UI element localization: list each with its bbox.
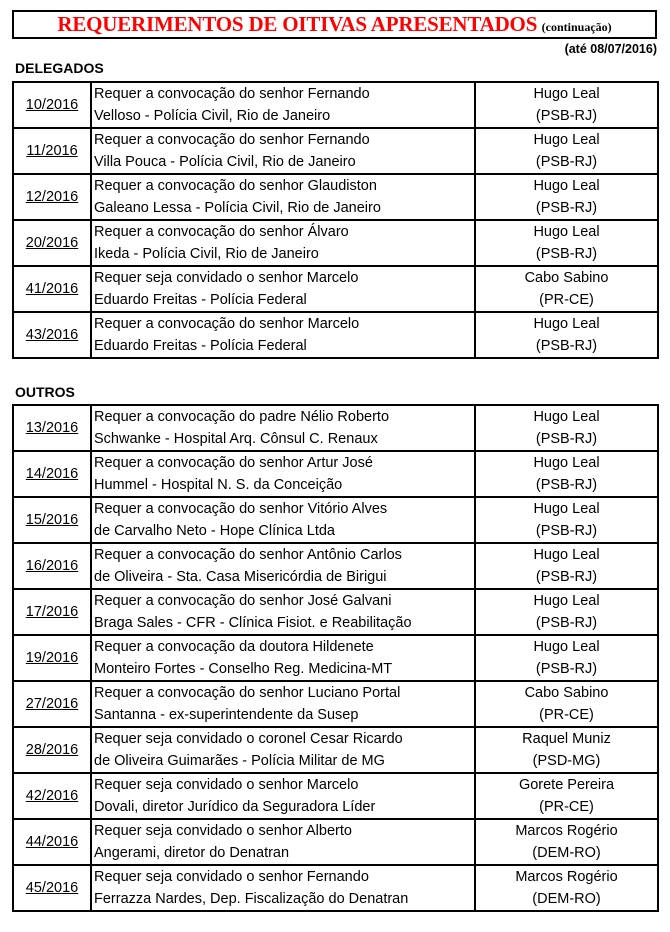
description-line: Requer a convocação do senhor Luciano Portal (94, 685, 401, 701)
author-party: (PR-CE) (539, 799, 594, 815)
description-line: de Oliveira Guimarães - Polícia Militar de MG (94, 753, 385, 769)
description-line: Monteiro Fortes - Conselho Reg. Medicina-MT (94, 661, 393, 677)
table-delegados (12, 81, 659, 359)
author-party: (PSB-RJ) (535, 200, 598, 216)
description-line: Velloso - Polícia Civil, Rio de Janeiro (94, 108, 331, 124)
description-line: Requer a convocação da doutora Hildenete (94, 639, 374, 655)
author-name: Hugo Leal (533, 316, 600, 332)
table-row (13, 312, 658, 358)
table-row (13, 635, 658, 681)
author-name: Marcos Rogério (515, 869, 618, 885)
request-description (91, 220, 475, 266)
author-name: Cabo Sabino (524, 685, 609, 701)
table-row (13, 174, 658, 220)
title-box (12, 10, 657, 39)
as-of-date: (até 08/07/2016) (564, 42, 657, 56)
description-line: Braga Sales - CFR - Clínica Fisiot. e Reabilitação (94, 615, 412, 631)
request-number-link[interactable]: 44/2016 (13, 819, 91, 865)
request-number-link[interactable]: 45/2016 (13, 865, 91, 911)
request-number-link[interactable]: 28/2016 (13, 727, 91, 773)
description-line: Requer seja convidado o senhor Marcelo (94, 270, 359, 286)
request-author (475, 312, 658, 358)
request-description (91, 635, 475, 681)
request-author (475, 266, 658, 312)
section-label-delegados: DELEGADOS (15, 60, 104, 76)
author-party: (PR-CE) (539, 707, 594, 723)
author-name: Cabo Sabino (524, 270, 609, 286)
description-line: Santanna - ex-superintendente da Susep (94, 707, 359, 723)
request-number-link[interactable]: 10/2016 (13, 82, 91, 128)
request-number-link[interactable]: 13/2016 (13, 405, 91, 451)
description-line: Galeano Lessa - Polícia Civil, Rio de Janeiro (94, 200, 381, 216)
description-line: Angerami, diretor do Denatran (94, 845, 290, 861)
request-number-link[interactable]: 42/2016 (13, 773, 91, 819)
description-line: Requer seja convidado o senhor Marcelo (94, 777, 359, 793)
author-party: (PSB-RJ) (535, 661, 598, 677)
table-row (13, 128, 658, 174)
request-number-link[interactable]: 17/2016 (13, 589, 91, 635)
request-description (91, 819, 475, 865)
request-number-link[interactable]: 16/2016 (13, 543, 91, 589)
author-name: Hugo Leal (533, 547, 600, 563)
request-description (91, 681, 475, 727)
request-author (475, 589, 658, 635)
author-party: (DEM-RO) (532, 891, 601, 907)
table-row (13, 405, 658, 451)
description-line: Requer a convocação do senhor Fernando (94, 86, 370, 102)
page-title: REQUERIMENTOS DE OITIVAS APRESENTADOS (57, 12, 538, 36)
description-line: Requer seja convidado o senhor Fernando (94, 869, 369, 885)
author-name: Hugo Leal (533, 409, 600, 425)
section-label-outros: OUTROS (15, 384, 75, 400)
table-row (13, 681, 658, 727)
author-name: Hugo Leal (533, 224, 600, 240)
request-description (91, 82, 475, 128)
request-number-link[interactable]: 41/2016 (13, 266, 91, 312)
author-party: (PSB-RJ) (535, 569, 598, 585)
description-line: Requer seja convidado o coronel Cesar Ricardo (94, 731, 403, 747)
author-name: Raquel Muniz (522, 731, 611, 747)
request-author (475, 727, 658, 773)
request-number-link[interactable]: 20/2016 (13, 220, 91, 266)
request-description (91, 543, 475, 589)
request-number-link[interactable]: 27/2016 (13, 681, 91, 727)
table-row (13, 497, 658, 543)
author-name: Gorete Pereira (518, 777, 615, 793)
request-number-link[interactable]: 14/2016 (13, 451, 91, 497)
author-party: (PSD-MG) (532, 753, 601, 769)
request-author (475, 497, 658, 543)
description-line: Villa Pouca - Polícia Civil, Rio de Janeiro (94, 154, 356, 170)
request-author (475, 451, 658, 497)
description-line: Requer seja convidado o senhor Alberto (94, 823, 352, 839)
request-author (475, 543, 658, 589)
description-line: Requer a convocação do senhor Fernando (94, 132, 370, 148)
request-author (475, 405, 658, 451)
request-author (475, 681, 658, 727)
request-description (91, 773, 475, 819)
request-author (475, 635, 658, 681)
request-author (475, 865, 658, 911)
description-line: Ferrazza Nardes, Dep. Fiscalização do Denatran (94, 891, 409, 907)
description-line: Eduardo Freitas - Polícia Federal (94, 292, 307, 308)
table-row (13, 543, 658, 589)
request-description (91, 497, 475, 543)
request-author (475, 174, 658, 220)
request-description (91, 128, 475, 174)
author-party: (PSB-RJ) (535, 154, 598, 170)
author-name: Hugo Leal (533, 455, 600, 471)
request-number-link[interactable]: 11/2016 (13, 128, 91, 174)
request-number-link[interactable]: 43/2016 (13, 312, 91, 358)
table-row (13, 451, 658, 497)
author-party: (PR-CE) (539, 292, 594, 308)
description-line: Requer a convocação do senhor Antônio Carlos (94, 547, 402, 563)
table-row (13, 220, 658, 266)
request-description (91, 266, 475, 312)
table-row (13, 819, 658, 865)
request-description (91, 727, 475, 773)
description-line: Schwanke - Hospital Arq. Cônsul C. Renaux (94, 431, 378, 447)
table-row (13, 266, 658, 312)
request-number-link[interactable]: 15/2016 (13, 497, 91, 543)
table-row (13, 773, 658, 819)
table-body (13, 405, 658, 911)
table-outros (12, 404, 659, 912)
description-line: Hummel - Hospital N. S. da Conceição (94, 477, 343, 493)
author-name: Hugo Leal (533, 132, 600, 148)
request-author (475, 82, 658, 128)
author-party: (PSB-RJ) (535, 477, 598, 493)
request-author (475, 819, 658, 865)
request-description (91, 312, 475, 358)
author-name: Hugo Leal (533, 593, 600, 609)
description-line: Requer a convocação do senhor José Galvani (94, 593, 392, 609)
description-line: Requer a convocação do senhor Vitório Alves (94, 501, 388, 517)
author-party: (PSB-RJ) (535, 338, 598, 354)
request-author (475, 220, 658, 266)
author-party: (DEM-RO) (532, 845, 601, 861)
request-author (475, 773, 658, 819)
author-party: (PSB-RJ) (535, 615, 598, 631)
description-line: Ikeda - Polícia Civil, Rio de Janeiro (94, 246, 319, 262)
description-line: Dovali, diretor Jurídico da Seguradora Líder (94, 799, 376, 815)
request-description (91, 174, 475, 220)
request-description (91, 865, 475, 911)
author-name: Hugo Leal (533, 639, 600, 655)
table-row (13, 727, 658, 773)
author-party: (PSB-RJ) (535, 108, 598, 124)
request-description (91, 589, 475, 635)
description-line: Requer a convocação do senhor Artur José (94, 455, 373, 471)
table-row (13, 589, 658, 635)
table-body (13, 82, 658, 358)
author-name: Marcos Rogério (515, 823, 618, 839)
request-number-link[interactable]: 12/2016 (13, 174, 91, 220)
author-name: Hugo Leal (533, 178, 600, 194)
author-party: (PSB-RJ) (535, 246, 598, 262)
description-line: de Oliveira - Sta. Casa Misericórdia de Birigui (94, 569, 387, 585)
description-line: Requer a convocação do senhor Álvaro (94, 224, 349, 240)
request-description (91, 405, 475, 451)
author-party: (PSB-RJ) (535, 431, 598, 447)
request-author (475, 128, 658, 174)
request-description (91, 451, 475, 497)
author-name: Hugo Leal (533, 86, 600, 102)
description-line: Requer a convocação do padre Nélio Roberto (94, 409, 390, 425)
description-line: de Carvalho Neto - Hope Clínica Ltda (94, 523, 335, 539)
request-number-link[interactable]: 19/2016 (13, 635, 91, 681)
page-subtitle: (continuação) (541, 20, 612, 34)
table-row (13, 865, 658, 911)
description-line: Requer a convocação do senhor Glaudiston (94, 178, 377, 194)
author-name: Hugo Leal (533, 501, 600, 517)
description-line: Requer a convocação do senhor Marcelo (94, 316, 360, 332)
author-party: (PSB-RJ) (535, 523, 598, 539)
description-line: Eduardo Freitas - Polícia Federal (94, 338, 307, 354)
table-row (13, 82, 658, 128)
